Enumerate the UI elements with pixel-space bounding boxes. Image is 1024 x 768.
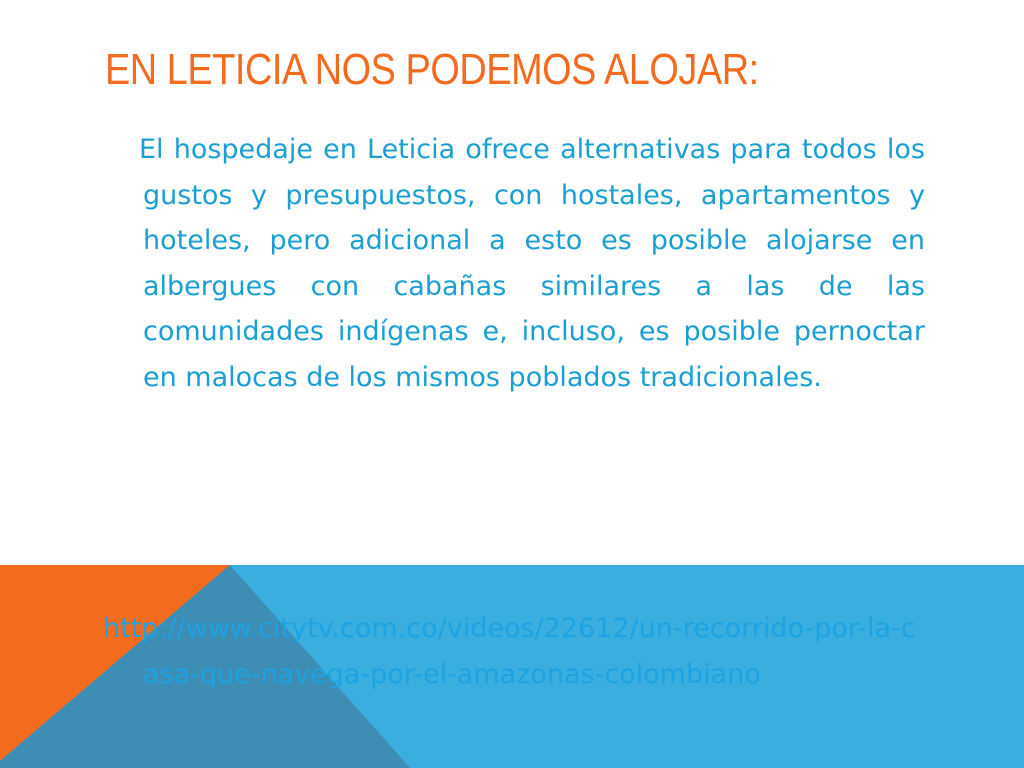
body-paragraph: El hospedaje en Leticia ofrece alternativas para todos los gustos y presupuestos, con hostales, apartamentos y hoteles, pero adicional a esto es posible alojarse en albergues con cabañas similares a las de las comunidades indígenas e, incluso, es posible pernoctar en malocas de los mismos poblados tradicionales. [139,134,925,393]
video-link[interactable]: http://www.citytv.com.co/videos/22612/un-recorrido-por-la-casa-que-navega-por-el-amazonas-colombiano [103,613,916,690]
slide-title: EN LETICIA NOS PODEMOS ALOJAR: [105,45,759,94]
